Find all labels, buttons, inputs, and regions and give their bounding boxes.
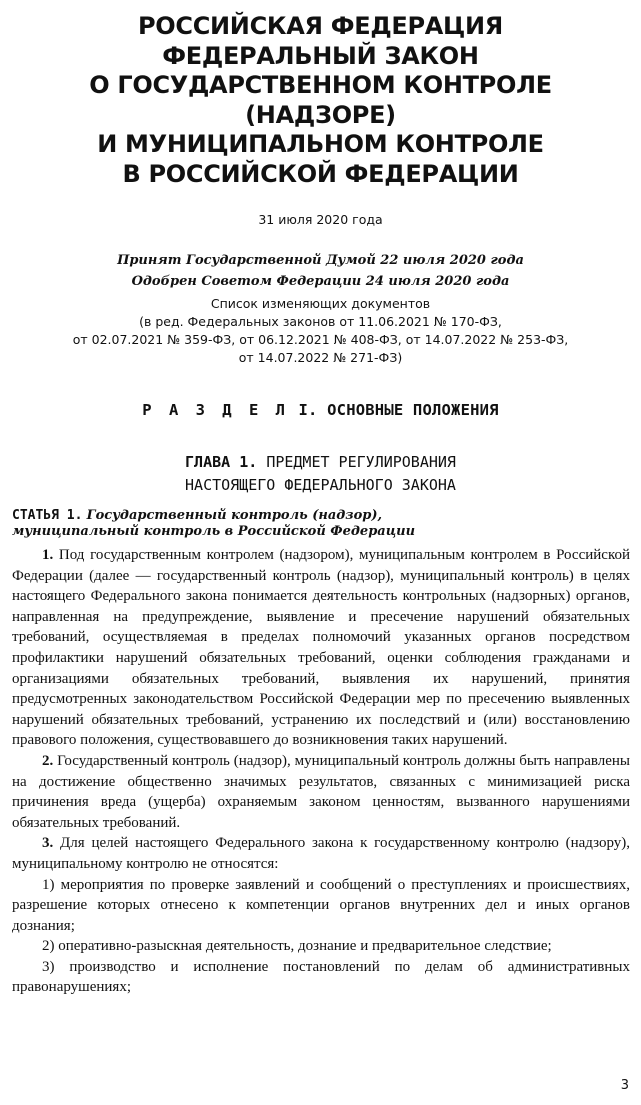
article-heading — [12, 508, 632, 540]
list-item — [12, 875, 630, 937]
chapter-heading — [0, 451, 641, 497]
section-title: ОСНОВНЫЕ ПОЛОЖЕНИЯ — [327, 401, 499, 419]
title-line: (НАДЗОРЕ) — [245, 100, 396, 129]
page-number: 3 — [620, 1078, 629, 1093]
section-heading — [0, 401, 641, 419]
chapter-title-line2: НАСТОЯЩЕГО ФЕДЕРАЛЬНОГО ЗАКОНА — [185, 476, 456, 494]
list-item-text: 2) оперативно-разыскная деятельность, дознание и предварительное следствие; — [42, 938, 552, 955]
section-label: Р А З Д Е Л — [142, 401, 289, 419]
article-title-line2: муниципальный контроль в Российской Федерации — [12, 524, 416, 539]
list-item-text: 1) мероприятия по проверке заявлений и сообщений о преступлениях и происшествиях, разрешение которых отнесено к компетенции органов внутренних дел и иных органов дознания; — [12, 876, 630, 934]
amendments-list — [0, 295, 641, 367]
section-number: I. — [298, 401, 318, 419]
chapter-label: ГЛАВА 1. — [185, 453, 258, 471]
list-item-text: 3) производство и исполнение постановлений по делам об административных правонарушениях; — [12, 958, 630, 996]
title-line: В РОССИЙСКОЙ ФЕДЕРАЦИИ — [122, 159, 519, 188]
approved-by-council: Одобрен Советом Федерации 24 июля 2020 года — [131, 274, 510, 289]
adopted-by-duma: Принят Государственной Думой 22 июля 2020 года — [117, 253, 524, 268]
law-title — [0, 12, 641, 189]
paragraph-number: 1. — [42, 547, 54, 563]
amendments-line: от 02.07.2021 № 359-ФЗ, от 06.12.2021 № 408-ФЗ, от 14.07.2022 № 253-ФЗ, — [72, 332, 569, 347]
amendments-line: от 14.07.2022 № 271-ФЗ) — [238, 350, 403, 365]
list-item — [12, 936, 630, 957]
list-item — [12, 957, 630, 998]
title-line: ФЕДЕРАЛЬНЫЙ ЗАКОН — [162, 41, 479, 70]
chapter-title-line1: ПРЕДМЕТ РЕГУЛИРОВАНИЯ — [266, 453, 456, 471]
paragraph-text: Для целей настоящего Федерального закона к государственному контролю (надзору), муниципальному контролю не относятся: — [12, 835, 630, 872]
title-line: О ГОСУДАРСТВЕННОМ КОНТРОЛЕ — [89, 71, 552, 99]
article-body — [12, 545, 630, 998]
article-label: СТАТЬЯ 1. — [12, 508, 83, 523]
paragraph — [12, 751, 630, 833]
paragraph — [12, 833, 630, 874]
paragraph-text: Государственный контроль (надзор), муниципальный контроль должны быть направлены на достижение общественно значимых результатов, связанных с минимизацией риска причинения вреда (ущерба) охраняемым законом ценностям, вызванного нарушениями обязательных требований. — [12, 752, 630, 831]
paragraph-number: 3. — [42, 835, 54, 852]
law-date: 31 июля 2020 года — [258, 212, 383, 227]
amendments-line: (в ред. Федеральных законов от 11.06.2021 № 170-ФЗ, — [139, 314, 502, 329]
adoption-info — [0, 250, 641, 292]
paragraph-number: 2. — [42, 752, 54, 769]
title-line: РОССИЙСКАЯ ФЕДЕРАЦИЯ — [138, 12, 503, 40]
paragraph-text: Под государственным контролем (надзором), муниципальным контролем в Российской Федерации (далее — государственный контроль (надзор), муниципальный контроль) в целях настоящего Федерального закона понимается деятельность контрольных (надзорных) органов, направленная на предупреждение, выявление и пресечение нарушений обязательных требований, осуществляемая в пределах полномочий указанных органов посредством профилактики нарушений обязательных требований, оценки соблюдения гражданами и организациями обязательных требований, выявления их нарушений, принятия предусмотренных законодательством Российской Федерации мер по пресечению выявленных нарушений обязательных требований, устранению их последствий и (или) восстановлению правового положения, существовавшего до возникновения таких нарушений. — [12, 547, 630, 749]
amendments-heading: Список изменяющих документов — [210, 296, 431, 311]
title-line: И МУНИЦИПАЛЬНОМ КОНТРОЛЕ — [97, 130, 544, 158]
article-title-line1: Государственный контроль (надзор), — [86, 508, 383, 523]
paragraph — [12, 545, 630, 751]
